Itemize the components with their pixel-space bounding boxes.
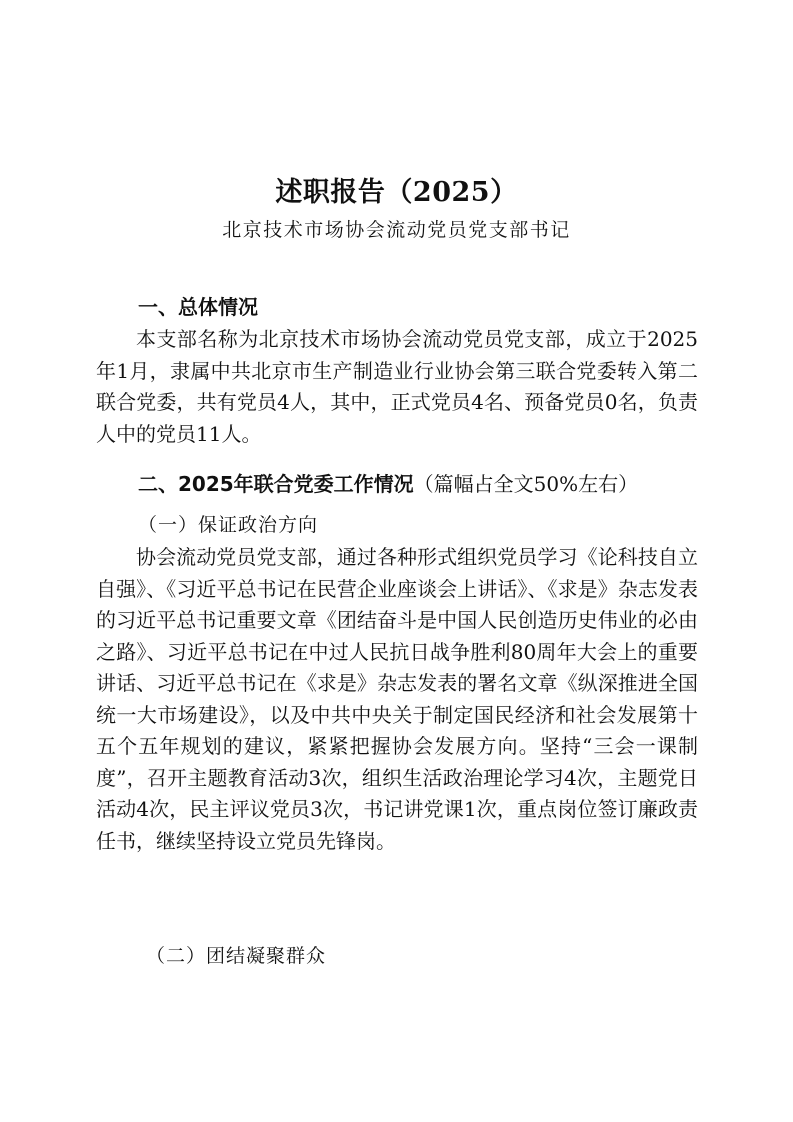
section-1-heading: 一、总体情况: [138, 295, 258, 319]
subsection-1-heading: （一）保证政治方向: [138, 514, 319, 536]
section-1-paragraph: 本支部名称为北京技术市场协会流动党员党支部，成立于2025年1月，隶属中共北京市生产制造业行业协会第三联合党委转入第二联合党委，共有党员4人，其中，正式党员4名、预备党员0名，负责人中的党员11人。: [96, 327, 698, 446]
document-subtitle: 北京技术市场协会流动党员党支部书记: [222, 219, 571, 241]
section-2-heading-text: 二、2025年联合党委工作情况: [138, 472, 414, 496]
document-title: 述职报告（2025）: [275, 177, 518, 208]
section-2-heading: [138, 468, 638, 497]
section-2-heading-note: （篇幅占全文50%左右）: [413, 472, 639, 496]
subsection-1-paragraph: 协会流动党员党支部，通过各种形式组织党员学习《论科技自立自强》、《习近平总书记在民营企业座谈会上讲话》、《求是》杂志发表的习近平总书记重要文章《团结奋斗是中国人民创造历史伟业的必由之路》、习近平总书记在中过人民抗日战争胜利80周年大会上的重要讲话、习近平总书记在《求是》杂志发表的署名文章《纵深推进全国统一大市场建设》，以及中共中央关于制定国民经济和社会发展第十五个五年规划的建议，紧紧把握协会发展方向。坚持“三会一课制度”，召开主题教育活动3次，组织生活政治理论学习4次，主题党日活动4次，民主评议党员3次，书记讲党课1次，重点岗位签订廉政责任书，继续坚持设立党员先锋岗。: [96, 545, 698, 853]
subsection-2-heading: （二）团结凝聚群众: [146, 945, 327, 967]
